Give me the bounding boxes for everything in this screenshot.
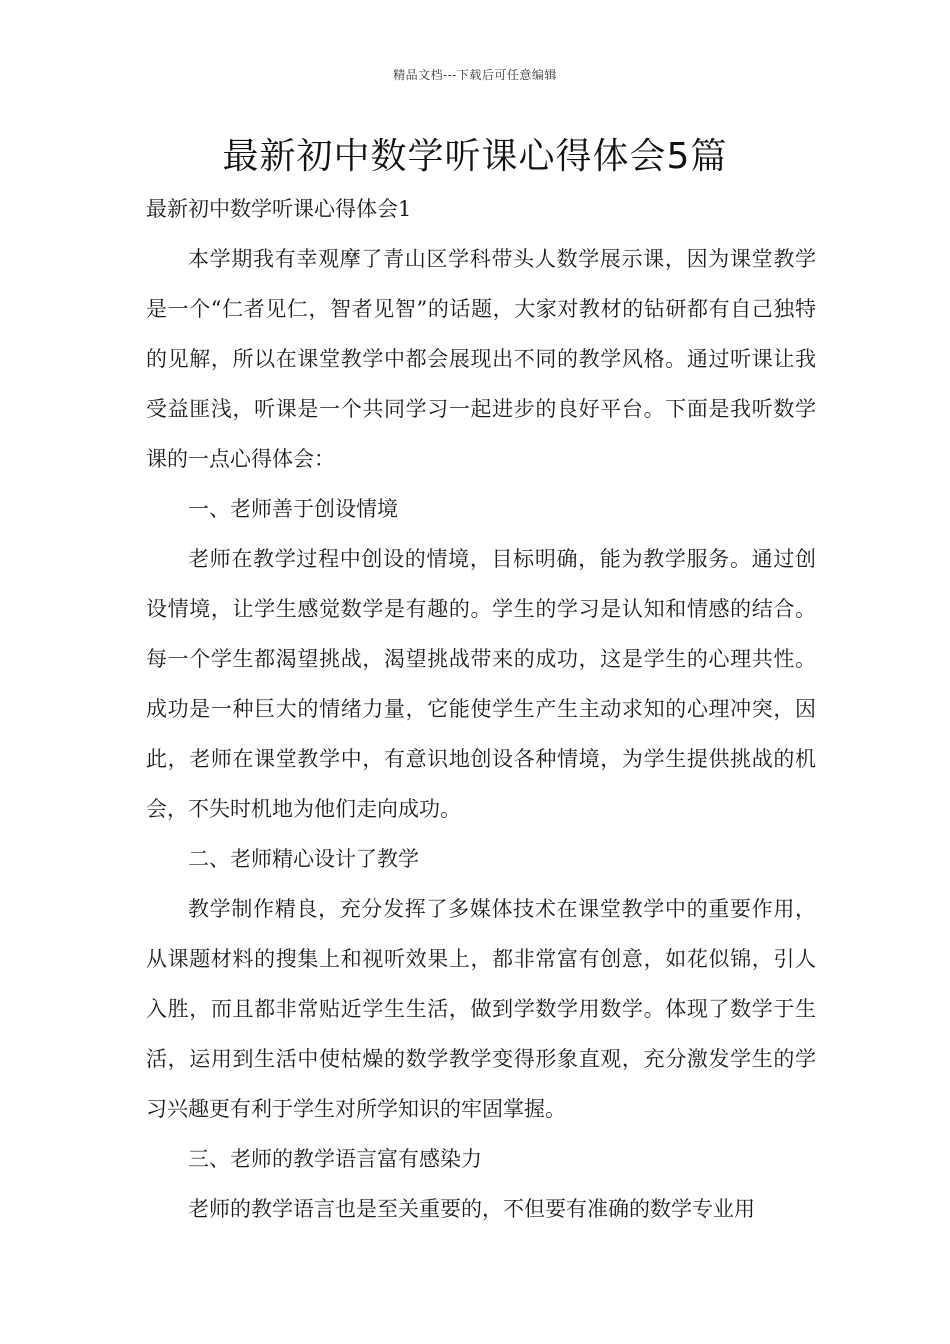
paragraph-section-1: 老师在教学过程中创设的情境，目标明确，能为教学服务。通过创设情境，让学生感觉数学是有趣的。学生的学习是认知和情感的结合。每一个学生都渴望挑战，渴望挑战带来的成功，这是学生的心理共性。成功是一种巨大的情绪力量，它能使学生产生主动求知的心理冲突，因此，老师在课堂教学中，有意识地创设各种情境，为学生提供挑战的机会，不失时机地为他们走向成功。 — [146, 547, 816, 821]
document-body — [146, 184, 816, 1234]
paragraph-section-3: 老师的教学语言也是至关重要的，不但要有准确的数学专业用 — [188, 1197, 755, 1221]
document-title: 最新初中数学听课心得体会5篇 — [222, 136, 728, 177]
article-subtitle: 最新初中数学听课心得体会1 — [146, 197, 412, 221]
paragraph-section-2: 教学制作精良，充分发挥了多媒体技术在课堂教学中的重要作用，从课题材料的搜集上和视听效果上，都非常富有创意，如花似锦，引人入胜，而且都非常贴近学生生活，做到学数学用数学。体现了数学于生活，运用到生活中使枯燥的数学教学变得形象直观，充分激发学生的学习兴趣更有利于学生对所学知识的牢固掌握。 — [146, 897, 816, 1121]
header-note: 精品文档---下载后可任意编辑 — [393, 68, 557, 82]
section-heading-3: 三、老师的教学语言富有感染力 — [188, 1147, 482, 1171]
section-heading-2: 二、老师精心设计了教学 — [188, 847, 419, 871]
paragraph-intro: 本学期我有幸观摩了青山区学科带头人数学展示课，因为课堂教学是一个“仁者见仁，智者见智”的话题，大家对教材的钻研都有自己独特的见解，所以在课堂教学中都会展现出不同的教学风格。通过听课让我受益匪浅，听课是一个共同学习一起进步的良好平台。下面是我听数学课的一点心得体会： — [146, 247, 816, 471]
section-heading-1: 一、老师善于创设情境 — [188, 497, 398, 521]
